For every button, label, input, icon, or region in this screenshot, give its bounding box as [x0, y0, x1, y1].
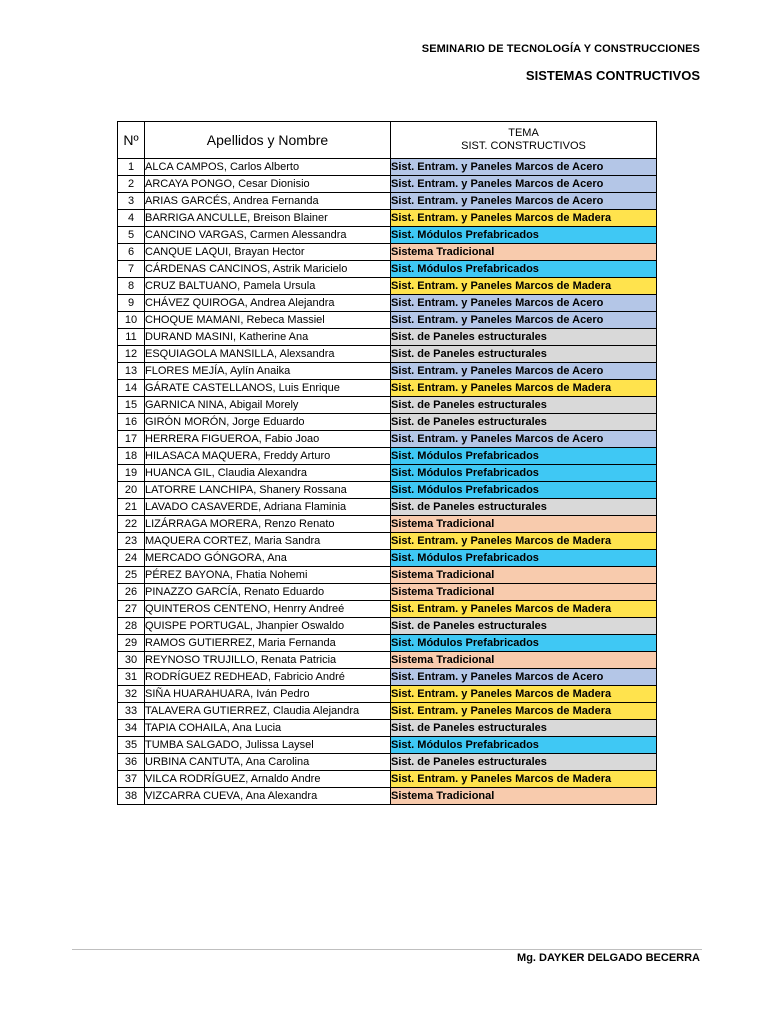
col-header-name: Apellidos y Nombre	[145, 122, 391, 159]
row-number: 35	[118, 737, 145, 754]
row-number: 37	[118, 771, 145, 788]
student-name: ARCAYA PONGO, Cesar Dionisio	[145, 176, 391, 193]
theme-cell: Sist. Entram. y Paneles Marcos de Madera	[391, 771, 657, 788]
theme-cell: Sist. Módulos Prefabricados	[391, 465, 657, 482]
table-row	[118, 448, 657, 465]
table-row	[118, 754, 657, 771]
row-number: 12	[118, 346, 145, 363]
row-number: 26	[118, 584, 145, 601]
table-row	[118, 346, 657, 363]
row-number: 34	[118, 720, 145, 737]
theme-cell: Sist. Módulos Prefabricados	[391, 448, 657, 465]
student-name: CANCINO VARGAS, Carmen Alessandra	[145, 227, 391, 244]
table-row	[118, 227, 657, 244]
student-name: DURAND MASINI, Katherine Ana	[145, 329, 391, 346]
theme-cell: Sistema Tradicional	[391, 584, 657, 601]
theme-cell: Sist. Entram. y Paneles Marcos de Madera	[391, 380, 657, 397]
table-row	[118, 686, 657, 703]
row-number: 32	[118, 686, 145, 703]
table-row	[118, 703, 657, 720]
student-name: MERCADO GÓNGORA, Ana	[145, 550, 391, 567]
student-name: HUANCA GIL, Claudia Alexandra	[145, 465, 391, 482]
row-number: 2	[118, 176, 145, 193]
table-row	[118, 669, 657, 686]
col-header-theme	[391, 122, 657, 159]
row-number: 21	[118, 499, 145, 516]
header-seminar-title: SEMINARIO DE TECNOLOGÍA Y CONSTRUCCIONES	[421, 43, 700, 55]
table-row	[118, 431, 657, 448]
student-name: LATORRE LANCHIPA, Shanery Rossana	[145, 482, 391, 499]
student-name: CHOQUE MAMANI, Rebeca Massiel	[145, 312, 391, 329]
theme-cell: Sist. de Paneles estructurales	[391, 414, 657, 431]
theme-cell: Sist. Entram. y Paneles Marcos de Acero	[391, 176, 657, 193]
row-number: 33	[118, 703, 145, 720]
table-row	[118, 193, 657, 210]
table-row	[118, 312, 657, 329]
theme-cell: Sistema Tradicional	[391, 567, 657, 584]
student-name: CRUZ BALTUANO, Pamela Ursula	[145, 278, 391, 295]
table-row	[118, 261, 657, 278]
student-name: MAQUERA CORTEZ, Maria Sandra	[145, 533, 391, 550]
table-row	[118, 482, 657, 499]
theme-cell: Sist. de Paneles estructurales	[391, 397, 657, 414]
footer-divider	[72, 949, 702, 950]
table-row	[118, 635, 657, 652]
table-row	[118, 176, 657, 193]
row-number: 14	[118, 380, 145, 397]
table-body	[118, 159, 657, 805]
row-number: 30	[118, 652, 145, 669]
theme-cell: Sist. de Paneles estructurales	[391, 499, 657, 516]
table-row	[118, 397, 657, 414]
student-name: REYNOSO TRUJILLO, Renata Patricia	[145, 652, 391, 669]
student-name: GARNICA NINA, Abigail Morely	[145, 397, 391, 414]
col-header-theme-line2: SIST. CONSTRUCTIVOS	[461, 140, 586, 152]
row-number: 16	[118, 414, 145, 431]
student-name: URBINA CANTUTA, Ana Carolina	[145, 754, 391, 771]
table-row	[118, 584, 657, 601]
theme-cell: Sist. Entram. y Paneles Marcos de Acero	[391, 669, 657, 686]
student-name: LIZÁRRAGA MORERA, Renzo Renato	[145, 516, 391, 533]
table-header-row	[118, 122, 657, 159]
row-number: 18	[118, 448, 145, 465]
student-name: CANQUE LAQUI, Brayan Hector	[145, 244, 391, 261]
student-name: RODRÍGUEZ REDHEAD, Fabricio André	[145, 669, 391, 686]
theme-cell: Sist. de Paneles estructurales	[391, 754, 657, 771]
student-name: HERRERA FIGUEROA, Fabio Joao	[145, 431, 391, 448]
student-name: LAVADO CASAVERDE, Adriana Flaminia	[145, 499, 391, 516]
student-name: TALAVERA GUTIERREZ, Claudia Alejandra	[145, 703, 391, 720]
row-number: 11	[118, 329, 145, 346]
student-name: SIÑA HUARAHUARA, Iván Pedro	[145, 686, 391, 703]
student-name: ESQUIAGOLA MANSILLA, Alexsandra	[145, 346, 391, 363]
student-name: PÉREZ BAYONA, Fhatia Nohemi	[145, 567, 391, 584]
student-name: RAMOS GUTIERREZ, Maria Fernanda	[145, 635, 391, 652]
row-number: 29	[118, 635, 145, 652]
row-number: 1	[118, 159, 145, 176]
theme-cell: Sist. Entram. y Paneles Marcos de Madera	[391, 601, 657, 618]
table-row	[118, 516, 657, 533]
table-row	[118, 210, 657, 227]
row-number: 28	[118, 618, 145, 635]
table-row	[118, 567, 657, 584]
theme-cell: Sistema Tradicional	[391, 788, 657, 805]
student-name: QUINTEROS CENTENO, Henrry Andreé	[145, 601, 391, 618]
theme-cell: Sist. Entram. y Paneles Marcos de Madera	[391, 210, 657, 227]
theme-cell: Sist. Entram. y Paneles Marcos de Madera	[391, 533, 657, 550]
theme-cell: Sist. Entram. y Paneles Marcos de Acero	[391, 193, 657, 210]
theme-cell: Sist. de Paneles estructurales	[391, 618, 657, 635]
theme-cell: Sist. de Paneles estructurales	[391, 720, 657, 737]
theme-cell: Sist. Entram. y Paneles Marcos de Acero	[391, 159, 657, 176]
row-number: 24	[118, 550, 145, 567]
row-number: 38	[118, 788, 145, 805]
row-number: 31	[118, 669, 145, 686]
theme-cell: Sist. de Paneles estructurales	[391, 346, 657, 363]
table-row	[118, 465, 657, 482]
student-name: FLORES MEJÍA, Aylín Anaika	[145, 363, 391, 380]
student-name: ALCA CAMPOS, Carlos Alberto	[145, 159, 391, 176]
row-number: 23	[118, 533, 145, 550]
theme-cell: Sistema Tradicional	[391, 244, 657, 261]
col-header-number: Nº	[118, 122, 145, 159]
table-row	[118, 363, 657, 380]
student-name: CHÁVEZ QUIROGA, Andrea Alejandra	[145, 295, 391, 312]
theme-cell: Sist. Entram. y Paneles Marcos de Acero	[391, 312, 657, 329]
table-row	[118, 533, 657, 550]
row-number: 13	[118, 363, 145, 380]
theme-cell: Sist. Módulos Prefabricados	[391, 635, 657, 652]
table-row	[118, 380, 657, 397]
row-number: 5	[118, 227, 145, 244]
table-row	[118, 601, 657, 618]
theme-cell: Sist. Módulos Prefabricados	[391, 737, 657, 754]
theme-cell: Sist. Entram. y Paneles Marcos de Madera	[391, 278, 657, 295]
theme-cell: Sist. Entram. y Paneles Marcos de Acero	[391, 295, 657, 312]
row-number: 20	[118, 482, 145, 499]
row-number: 9	[118, 295, 145, 312]
theme-cell: Sist. Módulos Prefabricados	[391, 227, 657, 244]
student-name: TUMBA SALGADO, Julissa Laysel	[145, 737, 391, 754]
table-row	[118, 788, 657, 805]
table-row	[118, 159, 657, 176]
row-number: 7	[118, 261, 145, 278]
theme-cell: Sist. Entram. y Paneles Marcos de Madera	[391, 686, 657, 703]
theme-cell: Sist. Entram. y Paneles Marcos de Acero	[391, 363, 657, 380]
table-row	[118, 295, 657, 312]
student-name: CÁRDENAS CANCINOS, Astrik Maricielo	[145, 261, 391, 278]
table-row	[118, 499, 657, 516]
table-row	[118, 652, 657, 669]
student-name: TAPIA COHAILA, Ana Lucia	[145, 720, 391, 737]
row-number: 25	[118, 567, 145, 584]
table-row	[118, 737, 657, 754]
table-row	[118, 550, 657, 567]
student-name: BARRIGA ANCULLE, Breison Blainer	[145, 210, 391, 227]
student-name: QUISPE PORTUGAL, Jhanpier Oswaldo	[145, 618, 391, 635]
student-name: VIZCARRA CUEVA, Ana Alexandra	[145, 788, 391, 805]
student-name: ARIAS GARCÉS, Andrea Fernanda	[145, 193, 391, 210]
table-row	[118, 278, 657, 295]
row-number: 15	[118, 397, 145, 414]
theme-cell: Sistema Tradicional	[391, 652, 657, 669]
theme-cell: Sistema Tradicional	[391, 516, 657, 533]
row-number: 36	[118, 754, 145, 771]
row-number: 27	[118, 601, 145, 618]
student-name: HILASACA MAQUERA, Freddy Arturo	[145, 448, 391, 465]
col-header-theme-line1: TEMA	[508, 127, 539, 139]
row-number: 17	[118, 431, 145, 448]
student-name: GÁRATE CASTELLANOS, Luis Enrique	[145, 380, 391, 397]
row-number: 22	[118, 516, 145, 533]
table-row	[118, 414, 657, 431]
theme-cell: Sist. Módulos Prefabricados	[391, 261, 657, 278]
row-number: 10	[118, 312, 145, 329]
row-number: 19	[118, 465, 145, 482]
student-name: VILCA RODRÍGUEZ, Arnaldo Andre	[145, 771, 391, 788]
theme-cell: Sist. Módulos Prefabricados	[391, 550, 657, 567]
theme-cell: Sist. Entram. y Paneles Marcos de Acero	[391, 431, 657, 448]
theme-cell: Sist. Módulos Prefabricados	[391, 482, 657, 499]
student-name: GIRÓN MORÓN, Jorge Eduardo	[145, 414, 391, 431]
row-number: 3	[118, 193, 145, 210]
row-number: 6	[118, 244, 145, 261]
header-course-title: SISTEMAS CONTRUCTIVOS	[525, 68, 700, 83]
theme-cell: Sist. Entram. y Paneles Marcos de Madera	[391, 703, 657, 720]
row-number: 8	[118, 278, 145, 295]
student-theme-table	[117, 121, 657, 805]
footer-author: Mg. DAYKER DELGADO BECERRA	[517, 952, 700, 964]
table-row	[118, 720, 657, 737]
table-row	[118, 618, 657, 635]
table-row	[118, 771, 657, 788]
table-row	[118, 329, 657, 346]
row-number: 4	[118, 210, 145, 227]
student-name: PINAZZO GARCÍA, Renato Eduardo	[145, 584, 391, 601]
table-row	[118, 244, 657, 261]
theme-cell: Sist. de Paneles estructurales	[391, 329, 657, 346]
